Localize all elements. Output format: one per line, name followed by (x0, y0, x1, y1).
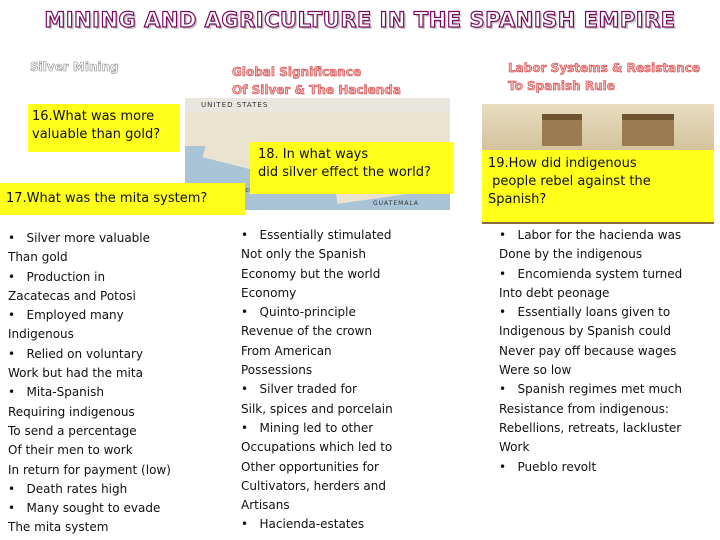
note-line: Done by the indigenous (499, 247, 643, 262)
question-17-text: 17.What was the mita system? (6, 191, 208, 206)
note-line: Possessions (241, 363, 313, 378)
note-line: Than gold (8, 250, 68, 265)
question-18-line1: 18. In what ways (258, 147, 369, 162)
silver-mining-notes (8, 229, 171, 538)
note-line: The mita system (8, 520, 109, 535)
header-silver-mining: Silver Mining (30, 60, 119, 74)
global-significance-notes (241, 226, 393, 535)
note-line: • Production in (8, 269, 106, 284)
note-line: Zacatecas and Potosi (8, 288, 136, 303)
question-16-line1: 16.What was more (32, 109, 155, 124)
question-19-line1: 19.How did indigenous (488, 156, 637, 171)
note-line: • Spanish regimes met much (499, 382, 682, 397)
note-line: • Death rates high (8, 481, 128, 496)
note-line: • Hacienda-estates (241, 517, 365, 532)
note-line: • Encomienda system turned (499, 266, 683, 281)
note-line: Indigenous by Spanish could (499, 324, 671, 339)
note-line: • Mita-Spanish (8, 385, 104, 400)
header-global-line2: Of Silver & The Hacienda (232, 83, 401, 97)
note-line: Requiring indigenous (8, 404, 135, 419)
note-line: • Mining led to other (241, 420, 374, 435)
note-line: Not only the Spanish (241, 247, 366, 262)
question-19-line3: Spanish? (488, 192, 547, 207)
note-line: Other opportunities for (241, 459, 379, 474)
question-19-line2: people rebel against the (488, 174, 651, 189)
note-line: • Employed many (8, 308, 124, 323)
photo-building (542, 114, 582, 146)
header-labor-line1: Labor Systems & Resistance (508, 61, 701, 75)
note-line: • Silver more valuable (8, 231, 151, 245)
note-line: Artisans (241, 498, 290, 513)
note-line: • Labor for the hacienda was (499, 228, 682, 242)
photo-sky (482, 104, 714, 152)
map-label-country: GUATEMALA (373, 200, 420, 207)
note-line: In return for payment (low) (8, 462, 171, 477)
question-18-line2: did silver effect the world? (258, 165, 431, 180)
note-line: • Silver traded for (241, 382, 357, 397)
note-line: Revenue of the crown (241, 324, 372, 339)
note-line: Into debt peonage (499, 285, 610, 300)
note-line: Of their men to work (8, 443, 133, 458)
question-17-box (0, 183, 245, 215)
note-line: To send a percentage (8, 423, 137, 438)
note-line: • Essentially stimulated (241, 228, 392, 242)
header-labor-line2: To Spanish Rule (508, 79, 615, 93)
note-line: From American (241, 343, 332, 358)
labor-systems-notes (499, 226, 682, 477)
header-global-significance (232, 63, 401, 99)
note-line: Rebellions, retreats, lackluster (499, 420, 682, 435)
question-16-box (28, 104, 180, 152)
header-global-line1: Global Significance (232, 65, 362, 79)
note-line: Silk, spices and porcelain (241, 401, 393, 416)
note-line: Work but had the mita (8, 366, 143, 381)
note-line: • Quinto-principle (241, 305, 356, 320)
header-labor-systems (508, 59, 700, 95)
note-line: Work (499, 440, 530, 455)
note-line: • Many sought to evade (8, 501, 161, 516)
note-line: Occupations which led to (241, 440, 393, 455)
note-line: Were so low (499, 363, 572, 378)
note-line: • Relied on voluntary (8, 346, 144, 361)
note-line: Economy (241, 285, 297, 300)
note-line: Economy but the world (241, 266, 381, 281)
page-title: MINING AND AGRICULTURE IN THE SPANISH EMPIRE (44, 8, 676, 32)
note-line: • Pueblo revolt (499, 459, 597, 474)
note-line: • Essentially loans given to (499, 305, 671, 320)
note-line: Cultivators, herders and (241, 478, 386, 493)
photo-building (622, 114, 674, 146)
note-line: Indigenous (8, 327, 74, 342)
map-label-us: UNITED STATES (201, 101, 269, 109)
question-18-box (250, 142, 454, 194)
question-16-line2: valuable than gold? (32, 127, 161, 142)
question-19-box (482, 150, 714, 222)
note-line: Never pay off because wages (499, 343, 677, 358)
note-line: Resistance from indigenous: (499, 401, 669, 416)
